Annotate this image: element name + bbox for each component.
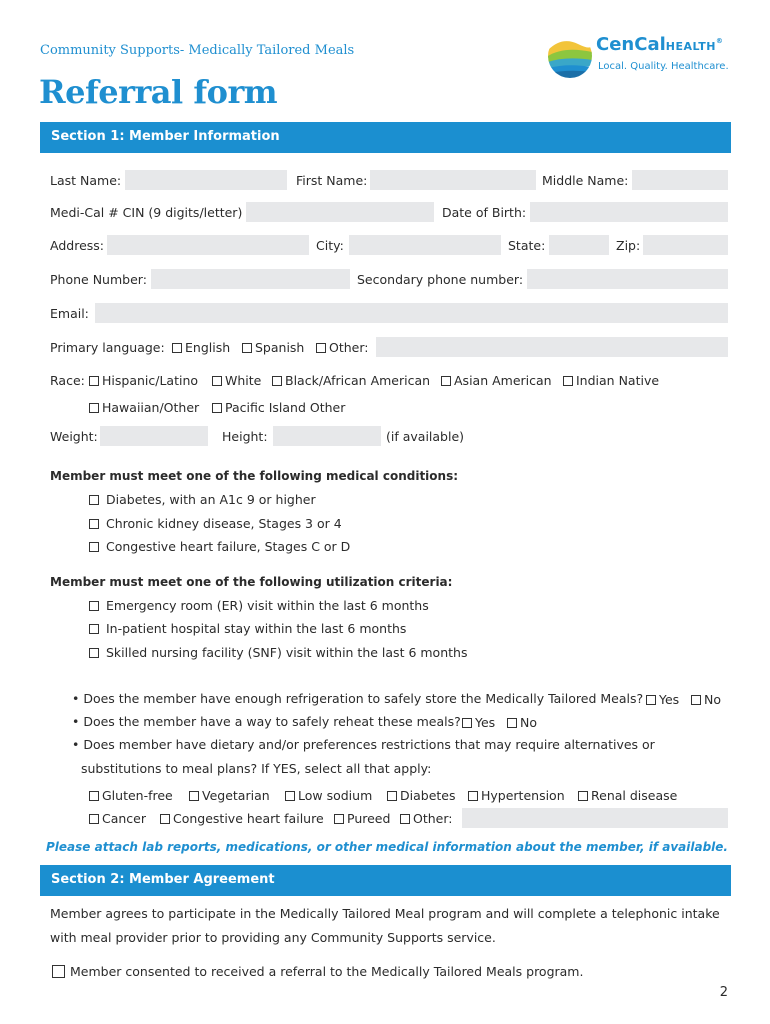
state-field[interactable] [549,235,609,255]
height-label: Height: [222,429,268,444]
utilization-criteria-item[interactable]: In-patient hospital stay within the last 6 months [89,621,406,636]
diet-chf-checkbox[interactable]: Congestive heart failure [160,811,324,826]
diet-cancer-checkbox[interactable]: Cancer [89,811,146,826]
city-field[interactable] [349,235,501,255]
logo-wordmark: CenCalHEALTH® [596,34,723,55]
state-label: State: [508,238,546,253]
height-field[interactable] [273,426,381,446]
secondary-phone-label: Secondary phone number: [357,272,524,287]
dob-label: Date of Birth: [442,205,527,220]
utilization-criteria-item[interactable]: Emergency room (ER) visit within the last 6 months [89,598,429,613]
diet-pureed-checkbox[interactable]: Pureed [334,811,390,826]
race-hispanic-checkbox[interactable]: Hispanic/Latino [89,373,198,388]
diet-other-field[interactable] [462,808,728,828]
zip-field[interactable] [643,235,728,255]
phone-field[interactable] [151,269,350,289]
lang-spanish-checkbox[interactable]: Spanish [242,340,304,355]
lang-other-field[interactable] [376,337,728,357]
dietary-question-line1: • Does member have dietary and/or preferences restrictions that may require alternatives or [72,737,655,752]
dob-field[interactable] [530,202,728,222]
form-subtitle: Community Supports- Medically Tailored Meals [40,43,355,58]
cencal-hills-icon [548,32,592,80]
first-name-label: First Name: [296,173,368,188]
primary-language-label: Primary language: [50,340,165,355]
zip-label: Zip: [616,238,641,253]
middle-name-field[interactable] [632,170,728,190]
refrigeration-question: • Does the member have enough refrigeration to safely store the Medically Tailored Meals? [72,691,644,706]
email-field[interactable] [95,303,728,323]
dietary-question-line2: substitutions to meal plans? If YES, select all that apply: [81,761,432,776]
last-name-field[interactable] [125,170,287,190]
if-available-note: (if available) [386,429,465,444]
lang-english-checkbox[interactable]: English [172,340,230,355]
diet-hypertension-checkbox[interactable]: Hypertension [468,788,565,803]
utilization-criteria-heading: Member must meet one of the following utilization criteria: [50,575,453,589]
section2-header: Section 2: Member Agreement [40,865,731,896]
reheat-yes-checkbox[interactable]: Yes [462,715,495,730]
diet-vegetarian-checkbox[interactable]: Vegetarian [189,788,270,803]
last-name-label: Last Name: [50,173,122,188]
race-white-checkbox[interactable]: White [212,373,261,388]
middle-name-label: Middle Name: [542,173,629,188]
lang-other-checkbox[interactable]: Other: [316,340,368,355]
agreement-text-line1: Member agrees to participate in the Medically Tailored Meal program and will complete a telephonic intake [50,906,720,921]
weight-field[interactable] [100,426,208,446]
medical-condition-item[interactable]: Diabetes, with an A1c 9 or higher [89,492,316,507]
page-number: 2 [719,985,728,1000]
city-label: City: [316,238,344,253]
weight-label: Weight: [50,429,98,444]
race-black-checkbox[interactable]: Black/African American [272,373,430,388]
reheat-question: • Does the member have a way to safely reheat these meals? [72,714,461,729]
reheat-no-checkbox[interactable]: No [507,715,537,730]
utilization-criteria-item[interactable]: Skilled nursing facility (SNF) visit within the last 6 months [89,645,467,660]
address-field[interactable] [107,235,309,255]
medi-cal-label: Medi-Cal # CIN (9 digits/letter) [50,205,243,220]
first-name-field[interactable] [370,170,536,190]
logo-tagline: Local. Quality. Healthcare. [598,61,729,72]
diet-other-checkbox[interactable]: Other: [400,811,452,826]
race-asian-checkbox[interactable]: Asian American [441,373,552,388]
diet-low-sodium-checkbox[interactable]: Low sodium [285,788,372,803]
race-label: Race: [50,373,85,388]
diet-diabetes-checkbox[interactable]: Diabetes [387,788,456,803]
diet-renal-disease-checkbox[interactable]: Renal disease [578,788,677,803]
page-title: Referral form [39,73,278,111]
address-label: Address: [50,238,104,253]
diet-gluten-free-checkbox[interactable]: Gluten-free [89,788,173,803]
cencal-health-logo [548,32,738,82]
phone-label: Phone Number: [50,272,147,287]
attach-note: Please attach lab reports, medications, or other medical information about the member, if available. [46,840,728,854]
medi-cal-field[interactable] [246,202,434,222]
race-pacific-checkbox[interactable]: Pacific Island Other [212,400,345,415]
secondary-phone-field[interactable] [527,269,728,289]
medical-conditions-heading: Member must meet one of the following medical conditions: [50,469,459,483]
race-indian-native-checkbox[interactable]: Indian Native [563,373,659,388]
email-label: Email: [50,306,89,321]
medical-condition-item[interactable]: Congestive heart failure, Stages C or D [89,539,350,554]
consent-checkbox[interactable]: Member consented to received a referral to the Medically Tailored Meals program. [52,964,583,979]
refrigeration-no-checkbox[interactable]: No [691,692,721,707]
refrigeration-yes-checkbox[interactable]: Yes [646,692,679,707]
medical-condition-item[interactable]: Chronic kidney disease, Stages 3 or 4 [89,516,342,531]
section1-header: Section 1: Member Information [40,122,731,153]
race-hawaiian-checkbox[interactable]: Hawaiian/Other [89,400,199,415]
agreement-text-line2: with meal provider prior to providing any Community Supports service. [50,930,496,945]
